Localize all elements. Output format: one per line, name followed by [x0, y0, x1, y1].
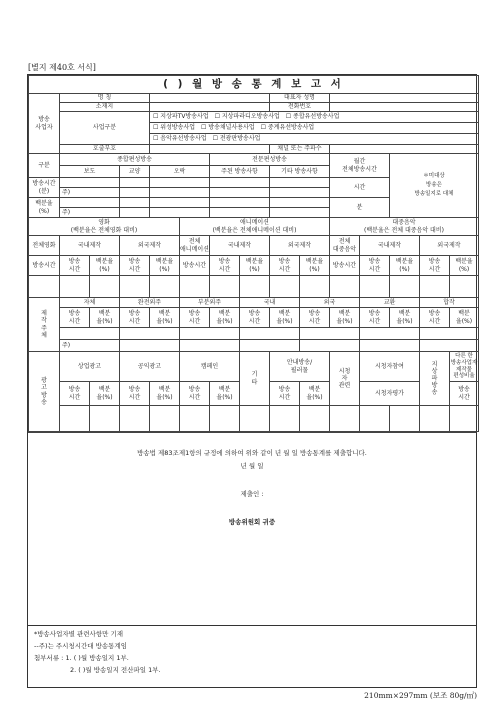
cell-field[interactable]	[90, 406, 120, 432]
cell-field[interactable]	[330, 406, 360, 432]
name-field[interactable]	[150, 94, 270, 103]
cell-field[interactable]	[450, 276, 479, 298]
cell-field[interactable]	[300, 406, 330, 432]
pct-label: 백분율 (%)	[90, 256, 120, 276]
music-total-header: 전체 대중음악	[330, 236, 360, 256]
time-label: 방송 시간	[300, 308, 330, 328]
cell-field[interactable]	[210, 276, 240, 298]
recipient: 방송위원회 귀중	[228, 518, 276, 526]
report-title: ( ) 월 방 송 통 계 보 고 서	[29, 76, 479, 94]
cell-field[interactable]	[300, 276, 330, 298]
type-checkbox[interactable]: ☐ 중계유선방송사업	[260, 124, 315, 132]
footnote-mark: 주)	[60, 340, 120, 352]
music-time-label: 방송시간	[330, 256, 360, 276]
declaration-text: 방송법 제83조제1항의 규정에 의하여 위와 같이 년 월 일 방송통계를 제출합니다.	[137, 449, 367, 457]
cell-field[interactable]	[330, 276, 360, 298]
cell-field[interactable]	[240, 276, 270, 298]
pct-row-label: 백분율 (%)	[29, 198, 60, 218]
pct-label: 백분율 (%)	[150, 256, 180, 276]
music-header: 대중음악 (백분율은 전체 대중음악 대비)	[330, 218, 479, 236]
rep-label: 대표자 성명	[270, 94, 330, 103]
cell-field[interactable]	[360, 276, 390, 298]
cell-field[interactable]	[420, 340, 479, 352]
pct-label: 백분 율(%)	[210, 382, 240, 406]
time-label: 방송 시간	[360, 308, 390, 328]
type-checkbox[interactable]: ☐ 위성방송사업	[153, 124, 196, 132]
film-foreign-header: 외국제작	[120, 236, 180, 256]
public-header: 공익광고	[120, 352, 180, 382]
pct-label: 백분 율(%)	[150, 382, 180, 406]
channel-field[interactable]	[330, 145, 479, 154]
cell-field[interactable]	[120, 208, 150, 218]
cell-field[interactable]	[210, 188, 270, 198]
cell-field[interactable]	[120, 340, 180, 352]
minutes-label: 분	[330, 198, 390, 218]
cell-field[interactable]	[60, 328, 120, 340]
music-foreign-header: 외국제작	[420, 236, 479, 256]
cell-field[interactable]	[180, 328, 240, 340]
paper-size: 210mm×297mm (보조 80g/㎡)	[364, 691, 477, 700]
cell-field[interactable]	[360, 406, 390, 432]
viewer-label: 시청 자 관련	[330, 352, 360, 406]
anim-total-header: 전체 애니메이션	[180, 236, 210, 256]
film-total-header: 전체영화	[29, 236, 60, 256]
general-header: 종합편성방송	[60, 154, 210, 166]
main-header: 주된 방송사항	[210, 166, 270, 178]
cell-field[interactable]	[29, 276, 60, 298]
cell-field[interactable]	[300, 328, 360, 340]
type-checkbox[interactable]: ☐ 지상파TV방송사업	[153, 113, 209, 121]
time-label: 방송 시간	[120, 308, 150, 328]
cell-field[interactable]	[60, 276, 90, 298]
guide-header: 안내방송/ 필러물	[270, 352, 330, 382]
note-item: --주)는 주시청시간대 방송통계임	[34, 642, 127, 650]
pct-label: 백분 율(%)	[90, 382, 120, 406]
name-label: 명 칭	[60, 94, 150, 103]
pct-label: 백분 율(%)	[330, 308, 360, 328]
culture-header: 교양	[120, 166, 150, 178]
pct-label: 백분율 (%)	[390, 256, 420, 276]
time-label: 방송 시간	[360, 256, 390, 276]
anim-time-label: 방송시간	[180, 256, 210, 276]
outsourced-header: 완전외주	[120, 298, 180, 308]
time-label: 방송 시간	[270, 256, 300, 276]
viewer-part-header: 시청자참여	[360, 352, 420, 382]
pct-label: 백분율 (%)	[300, 256, 330, 276]
anim-header: 애니메이션 (백분율은 전체애니메이션 대비)	[180, 218, 330, 236]
anim-domestic-header: 국내제작	[210, 236, 270, 256]
footnote-mark: 주)	[60, 208, 120, 218]
cell-field[interactable]	[180, 340, 240, 352]
cell-field[interactable]	[420, 276, 450, 298]
callsign-field[interactable]	[150, 145, 270, 154]
pct-label: 백분 율(%)	[210, 308, 240, 328]
pct-label: 백분 율(%)	[150, 308, 180, 328]
cell-field[interactable]	[60, 178, 120, 188]
cell-field[interactable]	[150, 198, 210, 208]
cell-field[interactable]	[120, 178, 150, 188]
cell-field[interactable]	[390, 406, 420, 432]
cell-field[interactable]	[270, 178, 330, 188]
exchange-header: 교환	[360, 298, 420, 308]
time-label: 방송 시간	[60, 382, 90, 406]
cell-field[interactable]	[270, 406, 300, 432]
cell-field[interactable]	[240, 406, 270, 432]
cell-field[interactable]	[180, 406, 210, 432]
self-header: 자체	[60, 298, 120, 308]
form-table	[28, 75, 479, 432]
broadcaster-label: 방송 사업자	[29, 94, 60, 154]
address-label: 소재지	[60, 103, 150, 112]
cell-field[interactable]	[120, 188, 150, 198]
cell-field[interactable]	[240, 340, 300, 352]
commercial-header: 상업광고	[60, 352, 120, 382]
cell-field[interactable]	[270, 188, 330, 198]
time-label: 방송 시간	[240, 308, 270, 328]
cell-field[interactable]	[180, 276, 210, 298]
viewer-rights-header: 시청자평가	[360, 382, 420, 406]
declaration	[28, 432, 476, 565]
cell-field[interactable]	[150, 276, 180, 298]
prod-foreign-header: 외국	[300, 298, 360, 308]
type-checkbox[interactable]: ☐ 전광판방송사업	[212, 135, 261, 143]
cell-field[interactable]	[150, 208, 210, 218]
note-item: 2. ( )월 방송일지 전산파일 1부.	[70, 666, 161, 674]
cell-field[interactable]	[210, 178, 270, 188]
callsign-label: 호출부호	[60, 145, 150, 154]
cell-field[interactable]	[270, 208, 330, 218]
pct-label: 백분 율(%)	[300, 382, 330, 406]
phone-field[interactable]	[330, 103, 479, 112]
type-line-1[interactable]	[150, 112, 479, 123]
notes	[27, 626, 477, 688]
submitter-label: 제출인 :	[240, 490, 264, 498]
cell-field[interactable]	[120, 328, 180, 340]
cell-field[interactable]	[150, 188, 210, 198]
category-label: 구분	[29, 154, 60, 178]
pct-label: 백분 율(%)	[450, 308, 479, 328]
cell-field[interactable]	[360, 328, 420, 340]
time-label: 방송 시간	[180, 308, 210, 328]
news-header: 보도	[60, 166, 120, 178]
cell-field[interactable]	[270, 276, 300, 298]
time-label: 방송 시간	[450, 382, 479, 406]
music-domestic-header: 국내제작	[360, 236, 420, 256]
advertising-label: 광 고 방 송	[29, 352, 60, 432]
cell-field[interactable]	[150, 178, 210, 188]
type-line-2[interactable]	[150, 123, 479, 134]
cell-field[interactable]	[120, 198, 150, 208]
phone-label: 전화번호	[270, 103, 330, 112]
pct-label: 백분율 (%)	[240, 256, 270, 276]
time-label: 방송 시간	[210, 256, 240, 276]
time-row-label: 방송시간 (분)	[29, 178, 60, 198]
channel-label: 채널 또는 주파수	[270, 145, 330, 154]
hours-label: 시간	[330, 178, 390, 198]
film-header: 영화 (백분율은 전체영화 대비)	[29, 218, 180, 236]
entertainment-header: 오락	[150, 166, 210, 178]
other-compose-header: 다른 한 방송사업자 제작물 편성비율	[450, 352, 479, 382]
partial-header: 부분외주	[180, 298, 240, 308]
cell-field[interactable]	[390, 276, 420, 298]
form-id: [별지 제40호 서식]	[28, 63, 96, 72]
film-time-label: 방송시간	[29, 256, 60, 276]
cell-field[interactable]	[210, 198, 270, 208]
declaration-date: 년 월 일	[240, 462, 264, 470]
footnote-mark: 주)	[60, 188, 120, 198]
address-field[interactable]	[150, 103, 270, 112]
time-label: 방송 시간	[420, 308, 450, 328]
time-label: 방송 시간	[120, 256, 150, 276]
non-target-note: ＊미대상 방송은 방송일지로 대체	[390, 154, 479, 218]
time-label: 방송 시간	[120, 382, 150, 406]
cell-field[interactable]	[120, 276, 150, 298]
time-label: 방송 시간	[180, 382, 210, 406]
cell-field[interactable]	[360, 340, 420, 352]
time-label: 방송 시간	[420, 256, 450, 276]
type-checkbox[interactable]: ☐ 방송채널사용사업	[200, 124, 255, 132]
cell-field[interactable]	[240, 328, 300, 340]
note-item: *방송사업자별 관련사항만 기재	[34, 630, 124, 638]
cell-field[interactable]	[60, 198, 120, 208]
other-header: 기 타	[240, 352, 270, 406]
cell-field[interactable]	[120, 406, 150, 432]
time-label: 방송 시간	[60, 256, 90, 276]
cell-field[interactable]	[420, 328, 479, 340]
prod-domestic-header: 국내	[240, 298, 300, 308]
terrestrial-label: 지 상 파 방 송	[420, 352, 450, 406]
rep-field[interactable]	[330, 94, 479, 103]
type-line-3[interactable]	[150, 134, 479, 145]
film-domestic-header: 국내제작	[60, 236, 120, 256]
pct-label: 백분 율(%)	[390, 308, 420, 328]
pct-label: 백분 율(%)	[90, 308, 120, 328]
type-checkbox[interactable]: ☐ 종합유선방송사업	[285, 113, 340, 121]
report-form	[27, 74, 477, 626]
specialized-header: 전문편성방송	[210, 154, 330, 166]
cell-field[interactable]	[300, 340, 360, 352]
cell-field[interactable]	[150, 406, 180, 432]
cell-field[interactable]	[420, 406, 450, 432]
cell-field[interactable]	[60, 406, 90, 432]
time-label: 방송 시간	[270, 382, 300, 406]
production-label: 제 작 주 체	[29, 298, 60, 352]
monthly-total-header: 월간 전체방송시간	[330, 154, 390, 178]
cell-field[interactable]	[210, 406, 240, 432]
type-checkbox[interactable]: ☐ 지상파라디오방송사업	[214, 113, 280, 121]
type-checkbox[interactable]: ☐ 음악유선방송사업	[153, 135, 207, 143]
cell-field[interactable]	[270, 198, 330, 208]
note-item: 첨부서류 : 1. ( )월 방송일지 1부.	[34, 654, 129, 662]
anim-foreign-header: 외국제작	[270, 236, 330, 256]
time-label: 방송 시간	[60, 308, 90, 328]
coprod-header: 합작	[420, 298, 479, 308]
other-header: 기타 방송사항	[270, 166, 330, 178]
cell-field[interactable]	[450, 406, 479, 432]
campaign-header: 캠페인	[180, 352, 240, 382]
pct-label: 백분율 (%)	[450, 256, 479, 276]
cell-field[interactable]	[210, 208, 270, 218]
cell-field[interactable]	[90, 276, 120, 298]
type-label: 사업구분	[60, 112, 150, 145]
pct-label: 백분 율(%)	[270, 308, 300, 328]
